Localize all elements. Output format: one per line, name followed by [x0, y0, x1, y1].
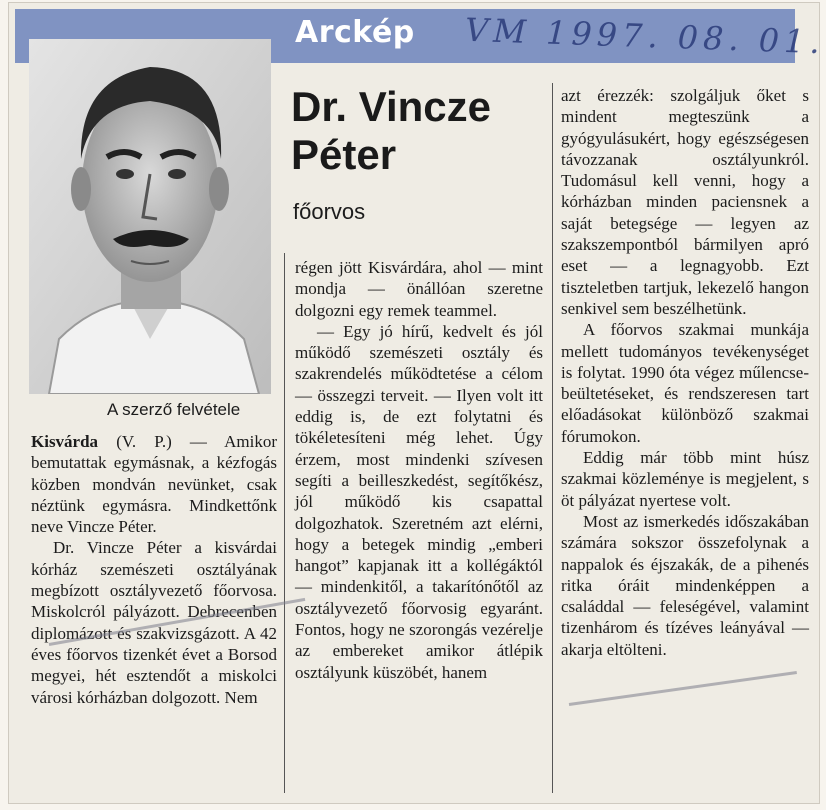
dateline-city: Kisvárda [31, 432, 99, 451]
headline-line-2: Péter [291, 131, 397, 178]
paragraph: azt érezzék: szolgáljuk őket s mindent megteszünk a gyógyulásukért, hogy egészségesen távozzanak osztályunkról. Tudomásul kell venni, hogy a kórházban minden paciensnek a saját betegsége — legyen az szakszempontból bármilyen apró eset — a legnagyobb. Ezt tiszteletben tartjuk, lekezelő hangon senkivel sem beszélhetünk. [561, 86, 809, 318]
article-column-3 [561, 85, 809, 660]
headline-line-1: Dr. Vincze [291, 83, 491, 130]
portrait-photo [29, 39, 271, 394]
article-column-1 [31, 431, 277, 708]
paragraph: Most az ismerkedés időszakában számára sokszor összefolynak a nappalok és éjszakák, de a pihenés ritka óráit mindenképpen a családdal — feleségével, valamint tizenhárom és tízéves leányával — akarja eltölteni. [561, 511, 809, 659]
column-divider [552, 83, 553, 793]
section-title: Arckép [295, 15, 415, 50]
portrait-image [29, 39, 271, 394]
column-divider [284, 253, 285, 793]
paper-fold-mark [569, 671, 797, 706]
article-column-2 [295, 257, 543, 683]
paragraph: Eddig már több mint húsz szakmai közleménye is megjelent, s öt pályázat nyertese volt. [561, 448, 809, 510]
paragraph: — Egy jó hírű, kedvelt és jól működő szemészeti osztály és szakrendelés működtetése a célom — összegzi terveit. — Ilyen volt itt eddig is, de ezt folytatni és tökéletesíteni még lehet. Úgy érzem, most mindenki szívesen segíti a beilleszkedést, segítőkész, jól működő kis csapattal dolgozhatok. Szeretném azt elérni, hogy a betegek mindig „emberi hangot” kapjanak itt a kollégáktól — mindenkitől, a takarítónőtől az osztályvezető főorvosig egyaránt. Fontos, hogy ne szorongás vezérelje az embereket amikor átlépik osztályunk küszöbét, hanem [295, 321, 543, 682]
article-headline [291, 83, 491, 179]
lead-paragraph [31, 431, 277, 537]
paragraph: A főorvos szakmai munkája mellett tudományos tevékenységet is folytat. 1990 óta végez műlencse-beültetéseket, és rendszeresen tart előadásokat különböző szakmai fórumokon. [561, 320, 809, 446]
lead-text: (V. P.) — Amikor bemutattak egymásnak, a kézfogás közben mondván nevünket, csak néztünk egymásra. Mindkettőnk neve Vincze Péter. [31, 432, 277, 537]
paragraph: Dr. Vincze Péter a kisvárdai kórház szemészeti osztályának megbízott osztályvezető főorvosa. Miskolcról pályázott. Debrecenben diplomázott és szakvizsgázott. A 42 éves főorvos tizenkét évet a Borsod megyei, hét esztendőt a miskolci városi kórházban dolgozott. Nem [31, 538, 277, 707]
handwritten-date-note: VM 1997. 08. 01. [464, 10, 826, 62]
article-subtitle: főorvos [293, 199, 366, 224]
paragraph: régen jött Kisvárdára, ahol — mint mondja — önállóan szeretne dolgozni egy remek teammel. [295, 258, 543, 320]
photo-caption: A szerző felvétele [107, 400, 241, 419]
newspaper-clipping [8, 2, 826, 804]
